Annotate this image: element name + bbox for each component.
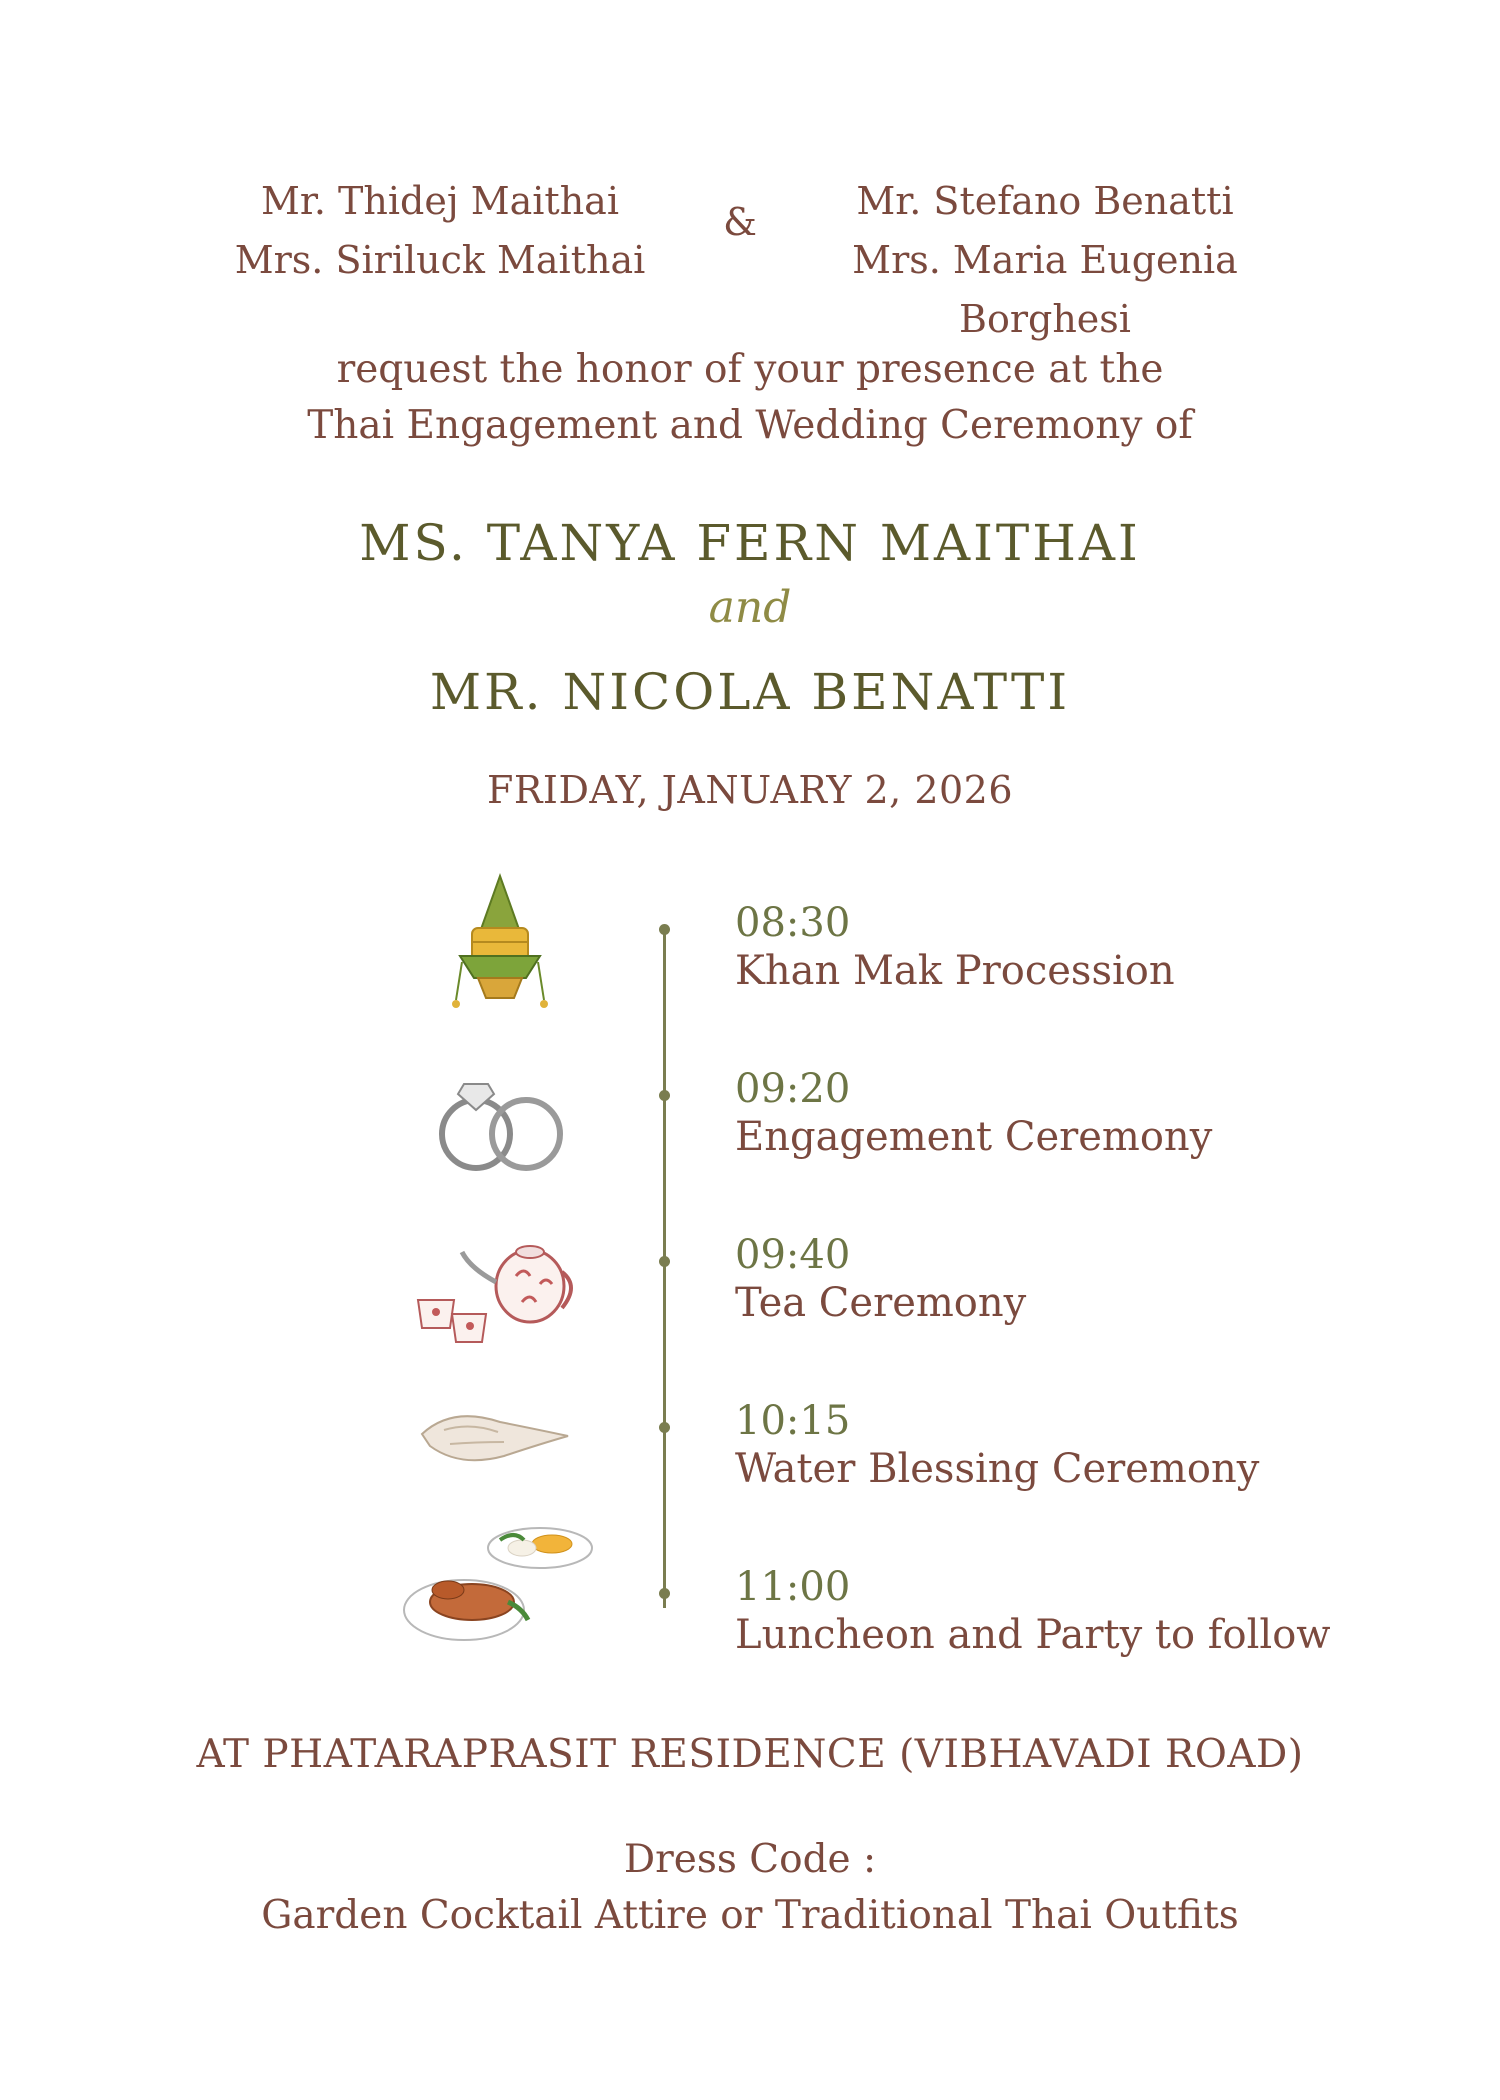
schedule-time: 09:20 <box>735 1066 851 1112</box>
schedule-time: 11:00 <box>735 1564 851 1610</box>
request-line: Thai Engagement and Wedding Ceremony of <box>307 403 1193 448</box>
timeline-dot <box>659 1422 670 1433</box>
timeline-line <box>663 928 666 1608</box>
schedule-label: Khan Mak Procession <box>735 948 1175 994</box>
groom-name: MR. NICOLA BENATTI <box>429 663 1071 721</box>
khan-mak-icon <box>400 870 600 1020</box>
schedule-time: 08:30 <box>735 900 851 946</box>
event-date: FRIDAY, JANUARY 2, 2026 <box>486 768 1014 812</box>
schedule-label: Water Blessing Ceremony <box>735 1446 1260 1492</box>
schedule-item <box>735 1564 1435 1660</box>
conch-shell-icon <box>400 1372 600 1522</box>
host-name: Mr. Thidej Maithai <box>261 179 619 223</box>
host-name: Mrs. Maria Eugenia Borghesi <box>852 238 1238 341</box>
dress-code-title: Dress Code : <box>623 1837 877 1882</box>
schedule-label: Engagement Ceremony <box>735 1114 1213 1160</box>
food-plates-icon <box>400 1510 600 1660</box>
invitation-request <box>0 342 1500 454</box>
timeline-dot <box>659 1256 670 1267</box>
bride-name: MS. TANYA FERN MAITHAI <box>359 514 1141 572</box>
and-script: and <box>708 582 792 633</box>
schedule-time: 10:15 <box>735 1398 851 1444</box>
schedule-item <box>735 1066 1435 1162</box>
timeline-dot <box>659 1588 670 1599</box>
dress-code <box>0 1832 1500 1944</box>
timeline-dot <box>659 1090 670 1101</box>
host-name: Mrs. Siriluck Maithai <box>234 238 646 282</box>
timeline-dot <box>659 924 670 935</box>
schedule-item <box>735 900 1435 996</box>
ampersand: & <box>723 200 757 244</box>
venue: AT PHATARAPRASIT RESIDENCE (VIBHAVADI ROAD) <box>196 1732 1304 1777</box>
bride-parents <box>220 172 660 290</box>
host-name: Mr. Stefano Benatti <box>856 179 1234 223</box>
groom-parents <box>790 172 1300 349</box>
dress-code-text: Garden Cocktail Attire or Traditional Thai Outfits <box>261 1893 1239 1938</box>
schedule-item <box>735 1232 1435 1328</box>
teapot-icon <box>400 1212 600 1362</box>
schedule-time: 09:40 <box>735 1232 851 1278</box>
schedule-label: Tea Ceremony <box>735 1280 1027 1326</box>
schedule-label: Luncheon and Party to follow <box>735 1612 1331 1658</box>
rings-icon <box>400 1050 600 1200</box>
schedule-item <box>735 1398 1435 1494</box>
request-line: request the honor of your presence at the <box>336 347 1164 392</box>
